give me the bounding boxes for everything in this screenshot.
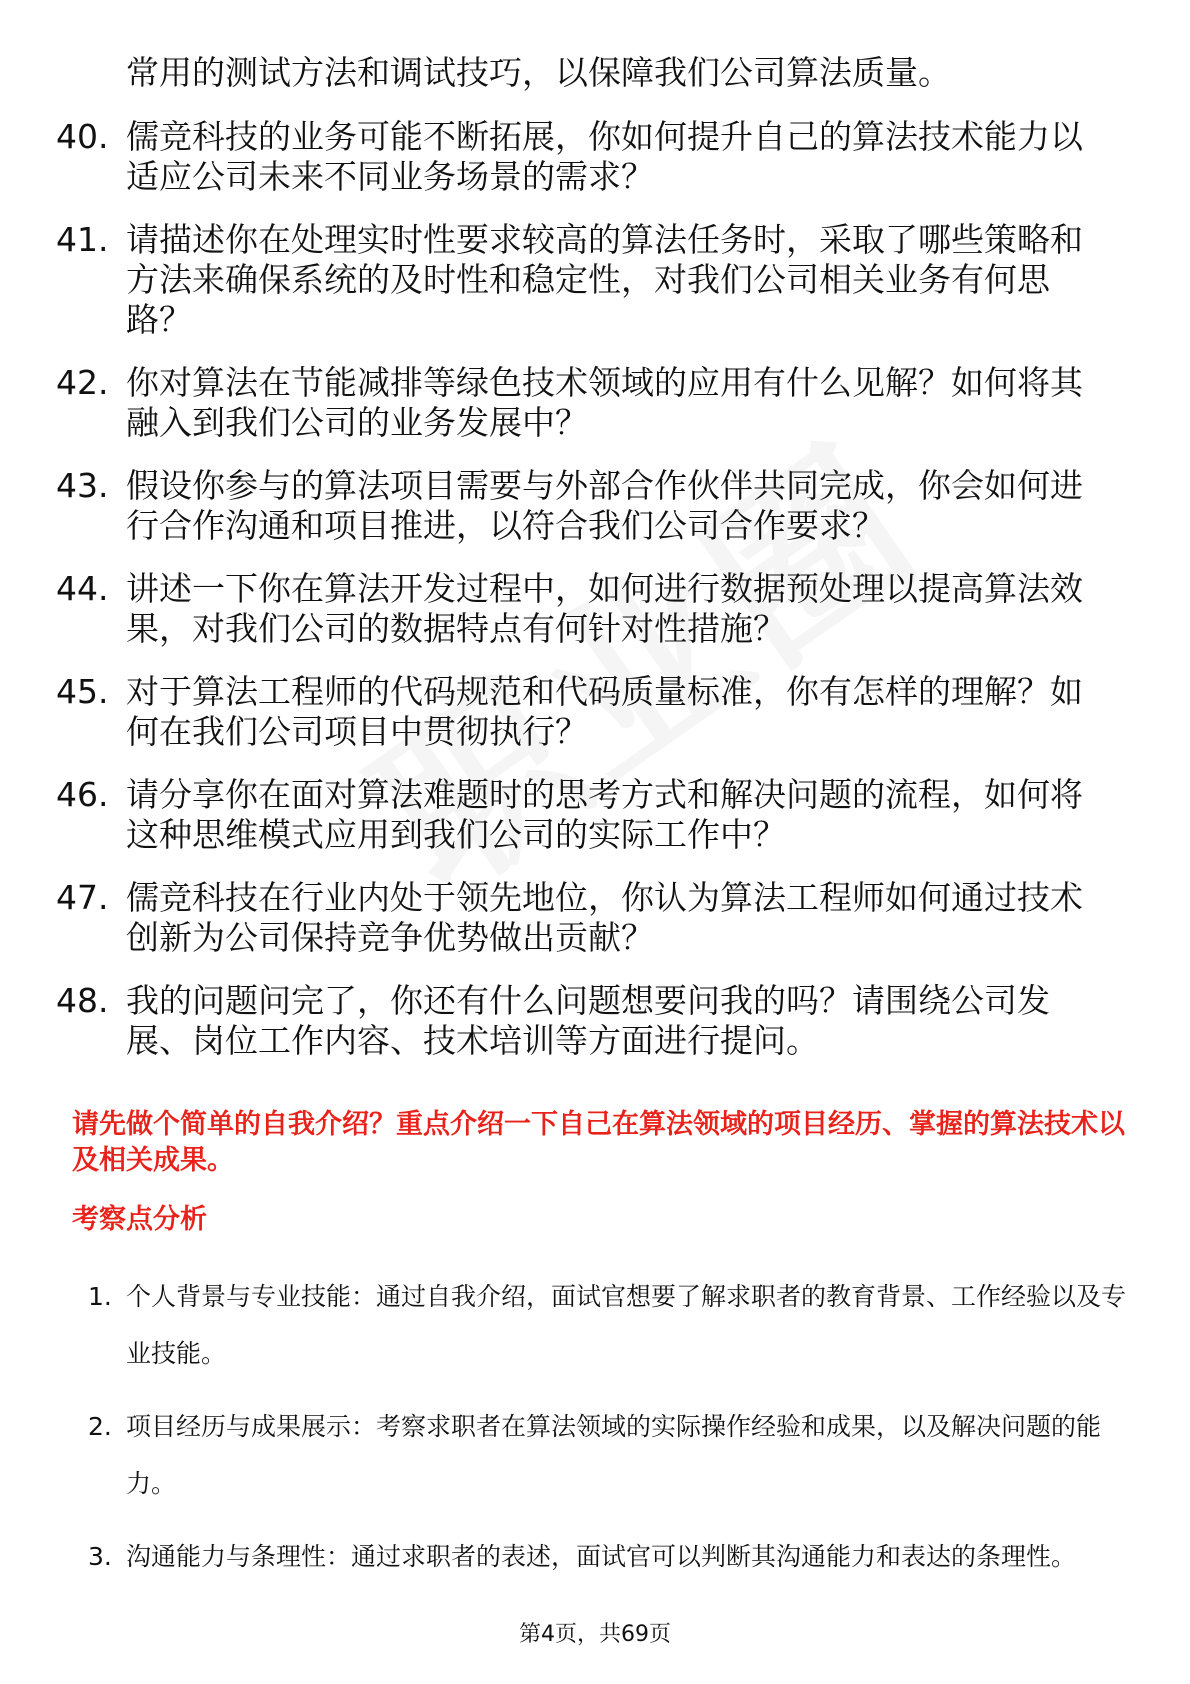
list-item bbox=[56, 672, 1136, 752]
question-text: 儒竞科技的业务可能不断拓展，你如何提升自己的算法技术能力以适应公司未来不同业务场景的需求？ bbox=[126, 117, 1083, 196]
list-item bbox=[88, 1528, 1138, 1585]
question-text: 儒竞科技在行业内处于领先地位，你认为算法工程师如何通过技术创新为公司保持竞争优势做出贡献？ bbox=[126, 878, 1083, 957]
question-number: 44. bbox=[56, 569, 109, 608]
list-item bbox=[56, 981, 1136, 1061]
question-text: 假设你参与的算法项目需要与外部合作伙伴共同完成，你会如何进行合作沟通和项目推进，以符合我们公司合作要求？ bbox=[126, 466, 1083, 545]
point-text: 项目经历与成果展示：考察求职者在算法领域的实际操作经验和成果，以及解决问题的能力。 bbox=[126, 1412, 1102, 1498]
list-item bbox=[88, 1268, 1138, 1382]
question-text: 对于算法工程师的代码规范和代码质量标准，你有怎样的理解？如何在我们公司项目中贯彻执行？ bbox=[126, 672, 1083, 751]
point-text: 个人背景与专业技能：通过自我介绍，面试官想要了解求职者的教育背景、工作经验以及专业技能。 bbox=[126, 1282, 1127, 1368]
question-text: 你对算法在节能减排等绿色技术领域的应用有什么见解？如何将其融入到我们公司的业务发展中？ bbox=[126, 363, 1083, 442]
highlight-question: 请先做个简单的自我介绍？重点介绍一下自己在算法领域的项目经历、掌握的算法技术以及相关成果。 bbox=[72, 1109, 1125, 1176]
point-text: 沟通能力与条理性：通过求职者的表述，面试官可以判断其沟通能力和表达的条理性。 bbox=[126, 1542, 1077, 1571]
list-item bbox=[56, 466, 1136, 546]
question-text: 我的问题问完了，你还有什么问题想要问我的吗？请围绕公司发展、岗位工作内容、技术培训等方面进行提问。 bbox=[126, 981, 1050, 1060]
point-number: 2. bbox=[88, 1412, 112, 1441]
question-number: 48. bbox=[56, 981, 109, 1020]
question-number: 43. bbox=[56, 466, 109, 505]
previous-question-continuation: 常用的测试方法和调试技巧，以保障我们公司算法质量。 bbox=[126, 53, 951, 92]
question-list bbox=[56, 117, 1136, 1084]
analysis-point-list bbox=[88, 1268, 1138, 1601]
point-number: 3. bbox=[88, 1542, 112, 1571]
question-number: 46. bbox=[56, 775, 109, 814]
question-number: 41. bbox=[56, 220, 109, 259]
page-number: 第4页，共69页 bbox=[519, 1622, 671, 1647]
list-item bbox=[56, 117, 1136, 197]
question-number: 40. bbox=[56, 117, 109, 156]
question-number: 47. bbox=[56, 878, 109, 917]
list-item bbox=[88, 1398, 1138, 1512]
analysis-heading: 考察点分析 bbox=[72, 1204, 207, 1235]
question-number: 42. bbox=[56, 363, 109, 402]
list-item bbox=[56, 775, 1136, 855]
question-number: 45. bbox=[56, 672, 109, 711]
list-item bbox=[56, 220, 1136, 340]
list-item bbox=[56, 569, 1136, 649]
list-item bbox=[56, 878, 1136, 958]
list-item bbox=[56, 363, 1136, 443]
question-text: 讲述一下你在算法开发过程中，如何进行数据预处理以提高算法效果，对我们公司的数据特点有何针对性措施？ bbox=[126, 569, 1083, 648]
question-text: 请分享你在面对算法难题时的思考方式和解决问题的流程，如何将这种思维模式应用到我们公司的实际工作中？ bbox=[126, 775, 1083, 854]
question-text: 请描述你在处理实时性要求较高的算法任务时，采取了哪些策略和方法来确保系统的及时性和稳定性，对我们公司相关业务有何思路？ bbox=[126, 220, 1083, 339]
point-number: 1. bbox=[88, 1282, 112, 1311]
